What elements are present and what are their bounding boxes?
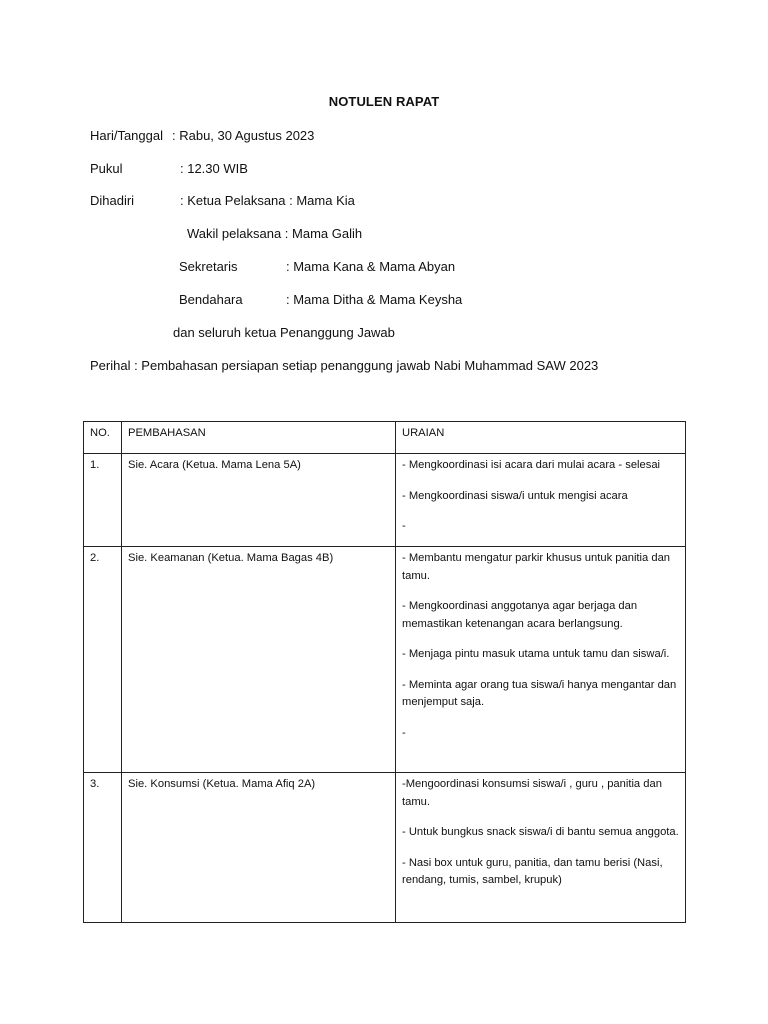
bendahara-label: Bendahara: [179, 292, 243, 307]
row-pembahasan: Sie. Acara (Ketua. Mama Lena 5A): [122, 454, 396, 547]
table-row: [84, 547, 686, 773]
table-row: [84, 773, 686, 923]
row-no: 1.: [84, 454, 122, 547]
ketua-pelaksana: : Ketua Pelaksana : Mama Kia: [180, 193, 355, 208]
row-no: 2.: [84, 547, 122, 773]
uraian-item: - Membantu mengatur parkir khusus untuk panitia dan tamu.: [402, 552, 671, 582]
header-uraian: URAIAN: [396, 422, 686, 454]
row-uraian: [396, 547, 686, 773]
sekretaris-label: Sekretaris: [179, 259, 238, 274]
document-title: NOTULEN RAPAT: [328, 94, 440, 109]
bendahara-value: : Mama Ditha & Mama Keysha: [286, 292, 463, 307]
uraian-item: - Menjaga pintu masuk utama untuk tamu dan siswa/i.: [402, 648, 670, 660]
uraian-item: - Nasi box untuk guru, panitia, dan tamu berisi (Nasi, rendang, tumis, sambel, krupuk): [402, 856, 663, 886]
pukul-label: Pukul: [90, 161, 123, 176]
row-uraian: [396, 454, 686, 547]
notulen-table: [83, 421, 686, 923]
uraian-item: -: [402, 520, 406, 532]
header-no: NO.: [84, 422, 122, 454]
perihal-text: Perihal : Pembahasan persiapan setiap penanggung jawab Nabi Muhammad SAW 2023: [90, 358, 599, 373]
uraian-item: - Untuk bungkus snack siswa/i di bantu semua anggota.: [402, 826, 679, 838]
row-uraian: [396, 773, 686, 923]
row-no: 3.: [84, 773, 122, 923]
seluruh-ketua-text: dan seluruh ketua Penanggung Jawab: [173, 325, 395, 340]
row-pembahasan: Sie. Konsumsi (Ketua. Mama Afiq 2A): [122, 773, 396, 923]
header-pembahasan: PEMBAHASAN: [122, 422, 396, 454]
uraian-item: - Mengkoordinasi isi acara dari mulai acara - selesai: [402, 459, 661, 471]
uraian-item: -Mengoordinasi konsumsi siswa/i , guru , panitia dan tamu.: [402, 778, 662, 808]
uraian-item: -: [402, 726, 406, 739]
uraian-item: - Mengkoordinasi anggotanya agar berjaga dan memastikan ketenangan acara berlangsung.: [402, 600, 638, 630]
pukul-value: : 12.30 WIB: [180, 161, 248, 176]
table-header-row: [84, 422, 686, 454]
table-row: [84, 454, 686, 547]
wakil-pelaksana: Wakil pelaksana : Mama Galih: [187, 226, 363, 241]
hari-tanggal-label: Hari/Tanggal: [90, 128, 163, 143]
dihadiri-label: Dihadiri: [90, 193, 135, 208]
uraian-item: - Mengkoordinasi siswa/i untuk mengisi acara: [402, 489, 628, 502]
hari-tanggal-value: : Rabu, 30 Agustus 2023: [172, 128, 315, 143]
sekretaris-value: : Mama Kana & Mama Abyan: [286, 259, 456, 274]
uraian-item: - Meminta agar orang tua siswa/i hanya mengantar dan menjemput saja.: [402, 678, 677, 708]
row-pembahasan: Sie. Keamanan (Ketua. Mama Bagas 4B): [122, 547, 396, 773]
